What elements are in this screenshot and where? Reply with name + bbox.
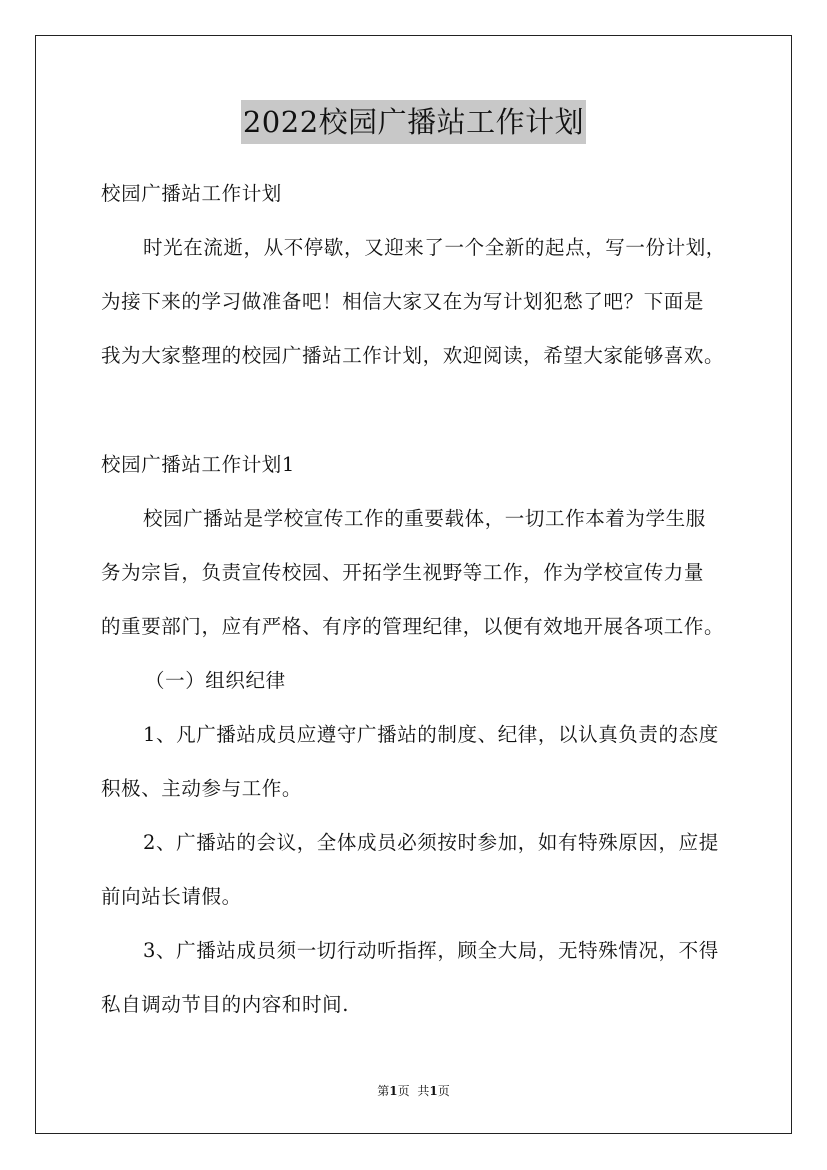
paragraph-line: 校园广播站是学校宣传工作的重要载体，一切工作本着为学生服	[143, 507, 706, 530]
document-title: 2022校园广播站工作计划	[241, 100, 586, 144]
paragraph-line: 为接下来的学习做准备吧！相信大家又在为写计划犯愁了吧？下面是	[101, 290, 705, 313]
total-pages: 1	[429, 1084, 438, 1098]
total-prefix: 共	[417, 1084, 430, 1098]
list-item-line: 前向站长请假。	[101, 885, 242, 908]
list-item-line: 2、广播站的会议，全体成员必须按时参加，如有特殊原因，应提	[143, 831, 719, 854]
total-suffix: 页	[437, 1084, 450, 1098]
list-item-line: 积极、主动参与工作。	[101, 777, 303, 800]
title-container	[0, 100, 827, 144]
page-suffix: 页	[397, 1084, 410, 1098]
subsection-heading: （一）组织纪律	[145, 669, 286, 692]
list-item-line: 1、凡广播站成员应遵守广播站的制度、纪律，以认真负责的态度	[143, 723, 719, 746]
paragraph-line: 的重要部门，应有严格、有序的管理纪律，以便有效地开展各项工作。	[101, 615, 725, 638]
paragraph-line: 我为大家整理的校园广播站工作计划，欢迎阅读，希望大家能够喜欢。	[101, 344, 725, 367]
page-prefix: 第	[377, 1084, 390, 1098]
page-number: 1	[389, 1084, 398, 1098]
page-footer	[0, 1082, 827, 1100]
paragraph-line: 时光在流逝，从不停歇，又迎来了一个全新的起点，写一份计划，	[143, 236, 726, 259]
list-item-line: 私自调动节目的内容和时间.	[101, 993, 349, 1016]
list-item-line: 3、广播站成员须一切行动听指挥，顾全大局，无特殊情况，不得	[143, 939, 719, 962]
section-heading: 校园广播站工作计划1	[101, 453, 295, 476]
intro-heading: 校园广播站工作计划	[101, 182, 282, 205]
paragraph-line: 务为宗旨，负责宣传校园、开拓学生视野等工作，作为学校宣传力量	[101, 561, 705, 584]
